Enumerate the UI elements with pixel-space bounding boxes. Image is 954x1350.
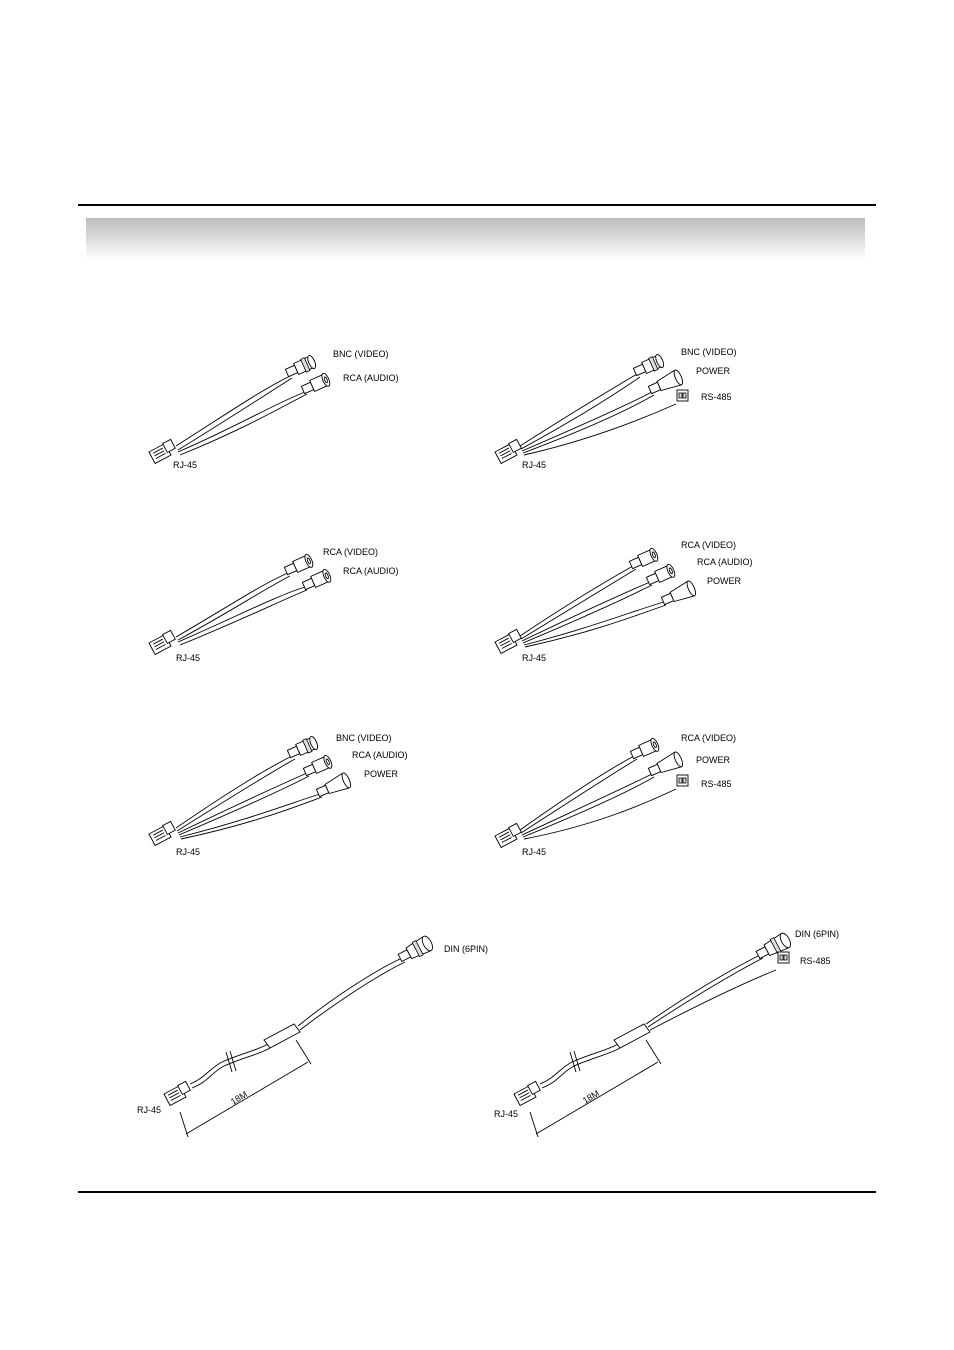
cable-bnc-rca-audio	[149, 349, 399, 470]
cable-rj45-din-6pin	[137, 935, 488, 1137]
cable-bnc-power-rs485	[495, 347, 737, 470]
label-din-6pin: DIN (6PIN)	[795, 929, 840, 939]
label-rj45: RJ-45	[173, 460, 198, 470]
label-bnc-video: BNC (VIDEO)	[336, 733, 392, 743]
label-rj45: RJ-45	[522, 460, 547, 470]
label-rj45: RJ-45	[176, 847, 201, 857]
label-power: POWER	[707, 576, 742, 586]
label-rca-video: RCA (VIDEO)	[323, 547, 379, 557]
label-rca-video: RCA (VIDEO)	[681, 540, 737, 550]
label-power: POWER	[696, 366, 731, 376]
cable-bnc-rca-audio-power	[149, 733, 408, 857]
cable-rj45-din-6pin-rs485	[494, 929, 839, 1137]
label-rca-audio: RCA (AUDIO)	[343, 373, 399, 383]
label-rj45: RJ-45	[176, 653, 201, 663]
label-rca-audio: RCA (AUDIO)	[343, 566, 399, 576]
label-rs485: RS-485	[701, 779, 732, 789]
label-rca-video: RCA (VIDEO)	[681, 733, 737, 743]
label-rca-audio: RCA (AUDIO)	[697, 557, 753, 567]
label-rs485: RS-485	[701, 392, 732, 402]
label-din-6pin: DIN (6PIN)	[444, 944, 489, 954]
label-rj45: RJ-45	[522, 653, 547, 663]
cable-rca-video-rca-audio	[149, 547, 399, 663]
label-bnc-video: BNC (VIDEO)	[333, 349, 389, 359]
label-length: 18M	[228, 1089, 250, 1107]
cable-rca-video-rca-audio-power	[495, 540, 753, 663]
label-length: 18M	[580, 1088, 602, 1106]
label-power: POWER	[364, 769, 399, 779]
label-rj45: RJ-45	[522, 847, 547, 857]
cable-rca-video-power-rs485	[495, 733, 736, 857]
label-power: POWER	[696, 755, 731, 765]
label-rj45: RJ-45	[137, 1105, 162, 1115]
label-rj45: RJ-45	[494, 1109, 519, 1119]
label-rca-audio: RCA (AUDIO)	[352, 750, 408, 760]
label-rs485: RS-485	[800, 956, 831, 966]
label-bnc-video: BNC (VIDEO)	[681, 347, 737, 357]
